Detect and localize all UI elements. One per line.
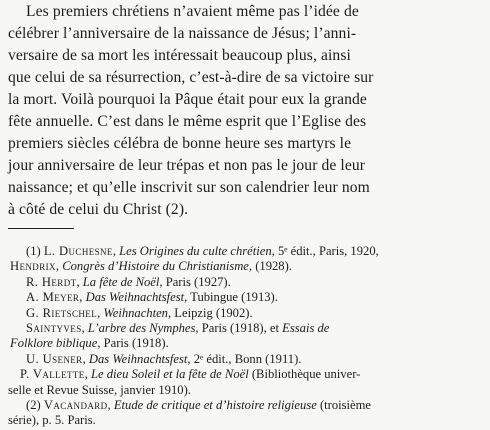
footnote-2-cont: série), p. 5. Paris. [8, 413, 96, 428]
footnote-author: L. Duchesne [43, 244, 113, 258]
footnote-details: , 5ᵉ édit., Paris, 1920, [271, 244, 379, 258]
footnote-title: La fête de Noël [82, 274, 160, 289]
footnote-ref-8-cont: selle et Revue Suisse, janvier 1910). [8, 382, 191, 397]
text-line-6: fête annuelle. C’est dans le même esprit que l’Eglise des [8, 113, 367, 130]
footnote-title: L’arbre des Nymphes [87, 321, 196, 335]
footnote-ref-4: A. Meyer, Das Weihnachtsfest, Tubingue (1913). [26, 290, 278, 305]
footnote-1: (1) L. Duchesne, Les Origines du culte chrétien, 5ᵉ édit., Paris, 1920, [26, 244, 379, 258]
text-line-8: jour anniversaire de leur trépas et non pas le jour de leur [8, 157, 366, 174]
footnote-title: Les Origines du culte chrétien [119, 244, 272, 258]
footnote-details: , Paris (1918). [97, 336, 169, 351]
footnote-author: A. Meyer [26, 290, 80, 305]
footnote-author: R. Herdt [26, 274, 77, 289]
footnote-title: Congrès d’Histoire du Christianisme [62, 259, 249, 274]
footnote-ref-3: R. Herdt, La fête de Noël, Paris (1927). [26, 274, 231, 289]
text-line-4: que celui de sa résurrection, c’est-à-dire de sa victoire sur [8, 69, 374, 86]
footnote-separator [8, 228, 74, 229]
footnote-title-2: Essais de [282, 321, 330, 335]
footnote-ref-2: Hendrix, Congrès d’Histoire du Christianisme, (1928). [10, 259, 292, 274]
footnote-author: G. Rietschel [26, 305, 98, 320]
footnote-2: (2) Vacandard, Etude de critique et d’histoire religieuse (troisième [26, 398, 372, 412]
footnote-title: Das Weihnachtsfest [85, 290, 185, 305]
footnote-title: Folklore biblique [10, 336, 98, 351]
footnote-ref-8: P. Vallette, Le dieu Soleil et la fête de Noël (Bibliothèque univer- [20, 367, 361, 382]
footnote-author: Vacandard [43, 398, 108, 412]
footnote-author: Hendrix [10, 259, 56, 274]
footnote-author: U. Usener [26, 351, 83, 366]
footnote-details: , Paris (1927). [159, 274, 231, 289]
footnote-ref-5: G. Rietschel, Weihnachten, Leipzig (1902). [26, 305, 253, 320]
footnote-title: Etude de critique et d’histoire religieuse [113, 398, 317, 412]
text-line-9: naissance; et qu’elle inscrivit sur son calendrier leur nom [8, 179, 370, 196]
footnote-author: Saintyves [26, 321, 82, 335]
text-line-3: versaire de sa mort les intéressait beaucoup plus, ainsi [8, 47, 351, 64]
text-line-1: Les premiers chrétiens n’avaient même pas l’idée de [26, 3, 359, 20]
footnote-details: (troisième [316, 398, 372, 412]
text-line-2: célébrer l’anniversaire de la naissance de Jésus; l’anni- [8, 25, 357, 42]
footnote-title: Weihnachten [103, 305, 168, 320]
footnote-details: , (1928). [248, 259, 292, 274]
text-line-10: à côté de celui du Christ (2). [8, 201, 189, 218]
footnote-ref-6-cont [10, 335, 169, 351]
footnote-title: Le dieu Soleil et la fête de Noël [90, 367, 249, 382]
footnote-details: , 2ᵉ édit., Bonn (1911). [187, 351, 302, 366]
footnote-details: (Bibliothèque univer- [248, 367, 361, 382]
footnote-details: , Paris (1918), et [195, 321, 283, 335]
footnote-number: (1) [26, 244, 44, 258]
text-line-7: premiers siècles célébra de bonne heure ses martyrs le [8, 135, 352, 152]
footnote-ref-7: U. Usener, Das Weihnachtsfest, 2ᵉ édit., Bonn (1911). [26, 351, 302, 366]
text-line-5: la mort. Voilà pourquoi la Pâque était pour eux la grande [8, 91, 367, 108]
footnote-author: P. Vallette [20, 367, 85, 382]
footnote-ref-6: Saintyves, L’arbre des Nymphes, Paris (1918), et Essais de [26, 321, 330, 335]
footnote-title: Das Weihnachtsfest [88, 351, 188, 366]
footnote-number: (2) [26, 398, 44, 412]
footnote-details: , Leipzig (1902). [167, 305, 253, 320]
footnote-details: , Tubingue (1913). [184, 290, 278, 305]
